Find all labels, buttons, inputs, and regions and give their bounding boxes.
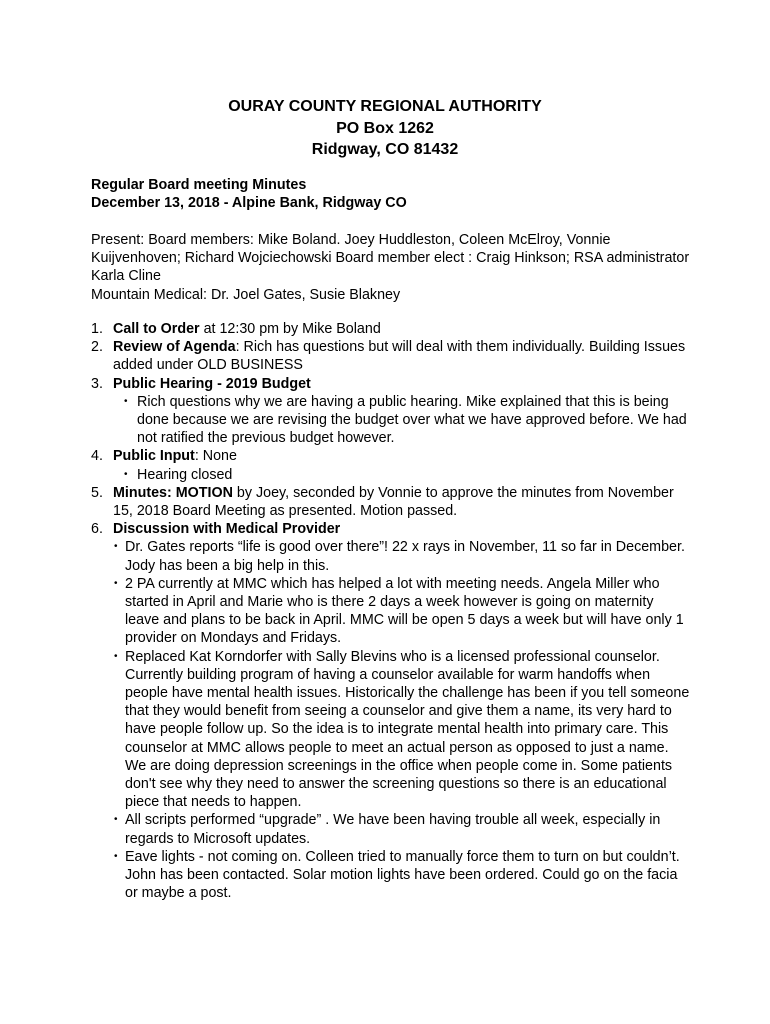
po-box: PO Box 1262: [336, 119, 434, 137]
item-bullets: [113, 466, 691, 484]
meeting-date-location: December 13, 2018 - Alpine Bank, Ridgway CO: [91, 195, 407, 212]
item-text: by Joey, seconded by Vonnie to approve the minutes from November 15, 2018 Board Meeting as presented. Motion passed.: [113, 484, 674, 520]
item-bullets: [113, 393, 691, 448]
board-members-present: Present: Board members: Mike Boland. Joey Huddleston, Coleen McElroy, Vonnie Kuijvenhoven; Richard Wojciechowski Board member elect : Craig Hinkson; RSA administrator Karla Cline: [91, 232, 690, 285]
item-title: Minutes: MOTION: [113, 484, 233, 501]
bullet-item: [113, 575, 691, 648]
medical-attendees: Mountain Medical: Dr. Joel Gates, Susie Blakney: [91, 286, 401, 303]
item-title: Discussion with Medical Provider: [113, 521, 341, 538]
organization-header: [0, 96, 770, 161]
bullet-item: [113, 466, 691, 484]
meeting-subtitle: [91, 176, 691, 212]
bullet-text: All scripts performed “upgrade” . We have been having trouble all week, especially in regards to Microsoft updates.: [125, 812, 661, 847]
bullet-text: Hearing closed: [137, 466, 233, 483]
agenda-item: [91, 484, 691, 520]
bullet-icon: •: [114, 650, 118, 662]
bullet-text: Replaced Kat Korndorfer with Sally Blevins who is a licensed professional counselor. Currently building program of having a counselor available for warm handoffs when people have mental health issues. Historically the challenge has been if you tell someone that they would benefit from seeing a counselor and give them a name, its very hard to have people follow up. So the idea is to integrate mental health into primary care. This counselor at MMC allows people to meet an actual person as opposed to just a name. We are doing depression screenings in the office when people come in. Some patients don't see why they need to answer the screening questions so there is an educational piece that needs to happen.: [125, 648, 690, 811]
bullet-text: Dr. Gates reports “life is good over there”! 22 x rays in November, 11 so far in December. Jody has been a big help in this.: [125, 539, 685, 574]
item-number: 3.: [91, 375, 103, 392]
item-title: Public Hearing - 2019 Budget: [113, 375, 311, 392]
bullet-icon: •: [114, 850, 118, 862]
item-title: Call to Order: [113, 321, 200, 337]
agenda-item: [91, 375, 691, 448]
item-number: 6.: [91, 521, 103, 538]
bullet-text: Eave lights - not coming on. Colleen tried to manually force them to turn on but couldn’t. John has been contacted. Solar motion lights have been ordered. Could go on the facia or maybe a post.: [125, 848, 680, 902]
bullet-item: [113, 538, 691, 574]
item-text: : Rich has questions but will deal with them individually. Building Issues added under OLD BUSINESS: [113, 339, 686, 374]
item-number: 4.: [91, 448, 103, 465]
city-state-zip: Ridgway, CO 81432: [311, 141, 459, 158]
item-number: 1.: [91, 321, 103, 337]
bullet-icon: •: [124, 468, 128, 480]
item-title: Public Input: [113, 448, 195, 465]
bullet-item: [113, 811, 691, 847]
bullet-item: [113, 393, 691, 448]
meeting-type: Regular Board meeting Minutes: [91, 177, 307, 193]
bullet-icon: •: [114, 577, 118, 589]
bullet-text: 2 PA currently at MMC which has helped a lot with meeting needs. Angela Miller who started in April and Marie who is there 2 days a week however is going on maternity leave and plans to be back in April. MMC will be open 5 days a week but will have only 1 provider on Mondays and Fridays.: [125, 575, 684, 647]
item-number: 5.: [91, 484, 103, 501]
agenda-item: [91, 338, 691, 374]
bullet-item: [113, 848, 691, 903]
attendees: [91, 231, 691, 304]
agenda-item: [91, 520, 691, 902]
bullet-text: Rich questions why we are having a public hearing. Mike explained that this is being done because we are revising the budget over what we have approved before. We had not ratified the previous budget however.: [137, 393, 687, 447]
bullet-item: [113, 648, 691, 812]
item-number: 2.: [91, 339, 103, 356]
item-title: Review of Agenda: [113, 339, 236, 356]
organization-name: OURAY COUNTY REGIONAL AUTHORITY: [228, 98, 542, 115]
agenda-list: [91, 320, 691, 903]
bullet-icon: •: [114, 814, 118, 826]
agenda-item: [91, 320, 691, 338]
agenda-item: [91, 447, 691, 483]
item-text: at 12:30 pm by Mike Boland: [199, 321, 381, 337]
item-text: : None: [194, 448, 237, 465]
item-bullets: [113, 538, 691, 902]
bullet-icon: •: [124, 395, 128, 407]
bullet-icon: •: [114, 541, 118, 553]
